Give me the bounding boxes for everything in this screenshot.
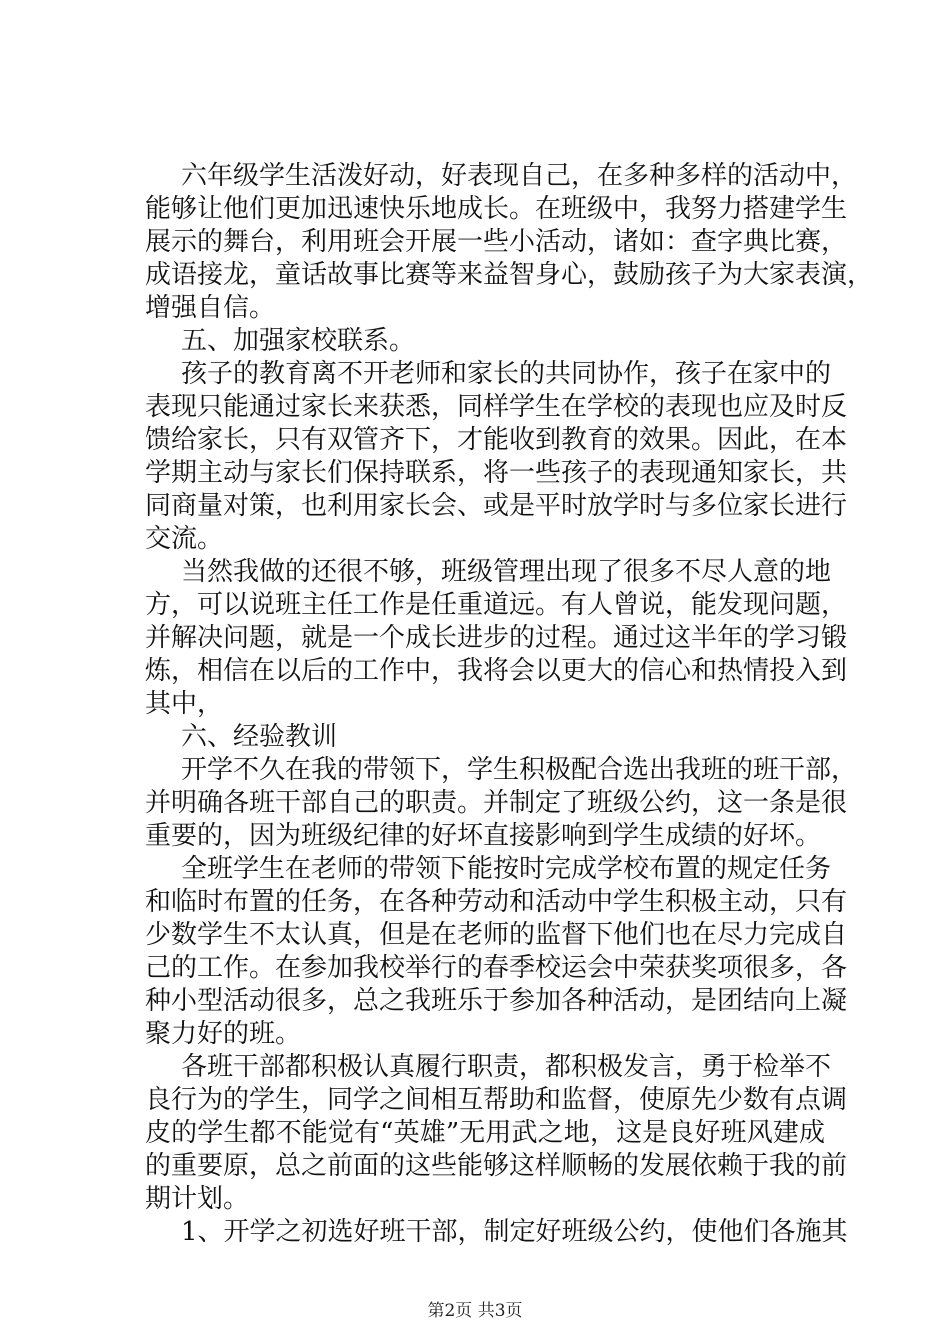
text-line: 全班学生在老师的带领下能按时完成学校布置的规定任务 [181, 854, 832, 884]
text-line: 己的工作。在参加我校举行的春季校运会中荣获奖项很多，各 [145, 953, 848, 983]
text-line: 并明确各班干部自己的职责。并制定了班级公约，这一条是很 [145, 788, 848, 818]
text-line: 良行为的学生，同学之间相互帮助和监督，使原先少数有点调 [145, 1085, 848, 1115]
text-line: 期计划。 [145, 1184, 250, 1214]
text-line: 交流。 [145, 524, 224, 554]
text-line: 各班干部都积极认真履行职责，都积极发言，勇于检举不 [181, 1052, 832, 1082]
text-line: 六、经验教训 [181, 722, 338, 752]
text-line: 并解决问题，就是一个成长进步的过程。通过这半年的学习锻 [145, 623, 848, 653]
text-line: 1、开学之初选好班干部，制定好班级公约，使他们各施其 [181, 1217, 848, 1247]
text-line: 成语接龙，童话故事比赛等来益智身心，鼓励孩子为大家表演， [145, 260, 874, 290]
text-line: 少数学生不太认真，但是在老师的监督下他们也在尽力完成自 [145, 920, 848, 950]
text-line: 孩子的教育离不开老师和家长的共同协作，孩子在家中的 [181, 359, 832, 389]
text-line: 皮的学生都不能觉有“英雄”无用武之地，这是良好班风建成 [145, 1118, 825, 1148]
document-body [145, 160, 874, 1249]
text-line: 开学不久在我的带领下，学生积极配合选出我班的班干部， [181, 755, 858, 785]
text-line: 和临时布置的任务，在各种劳动和活动中学生积极主动，只有 [145, 887, 848, 917]
text-line: 表现只能通过家长来获悉，同样学生在学校的表现也应及时反 [145, 392, 848, 422]
text-line: 炼，相信在以后的工作中，我将会以更大的信心和热情投入到 [145, 656, 848, 686]
text-line: 重要的，因为班级纪律的好坏直接影响到学生成绩的好坏。 [145, 821, 822, 851]
text-line: 同商量对策，也利用家长会、或是平时放学时与多位家长进行 [145, 491, 848, 521]
text-line: 的重要原，总之前面的这些能够这样顺畅的发展依赖于我的前 [145, 1151, 848, 1181]
text-line: 种小型活动很多，总之我班乐于参加各种活动，是团结向上凝 [145, 986, 848, 1016]
text-line: 方，可以说班主任工作是任重道远。有人曾说，能发现问题， [145, 590, 848, 620]
text-line: 展示的舞台，利用班会开展一些小活动，诸如：查字典比赛， [145, 227, 848, 257]
text-line: 馈给家长，只有双管齐下，才能收到教育的效果。因此，在本 [145, 425, 848, 455]
text-line: 当然我做的还很不够，班级管理出现了很多不尽人意的地 [181, 557, 832, 587]
text-line: 聚力好的班。 [145, 1019, 302, 1049]
text-line: 五、加强家校联系。 [181, 326, 416, 356]
text-line: 增强自信。 [145, 293, 276, 323]
text-line: 学期主动与家长们保持联系，将一些孩子的表现通知家长，共 [145, 458, 848, 488]
text-line: 其中， [145, 689, 224, 719]
text-line: 六年级学生活泼好动，好表现自己，在多种多样的活动中， [181, 161, 858, 191]
page-number-footer: 第2页 共3页 [427, 1301, 523, 1321]
text-line: 能够让他们更加迅速快乐地成长。在班级中，我努力搭建学生 [145, 194, 848, 224]
